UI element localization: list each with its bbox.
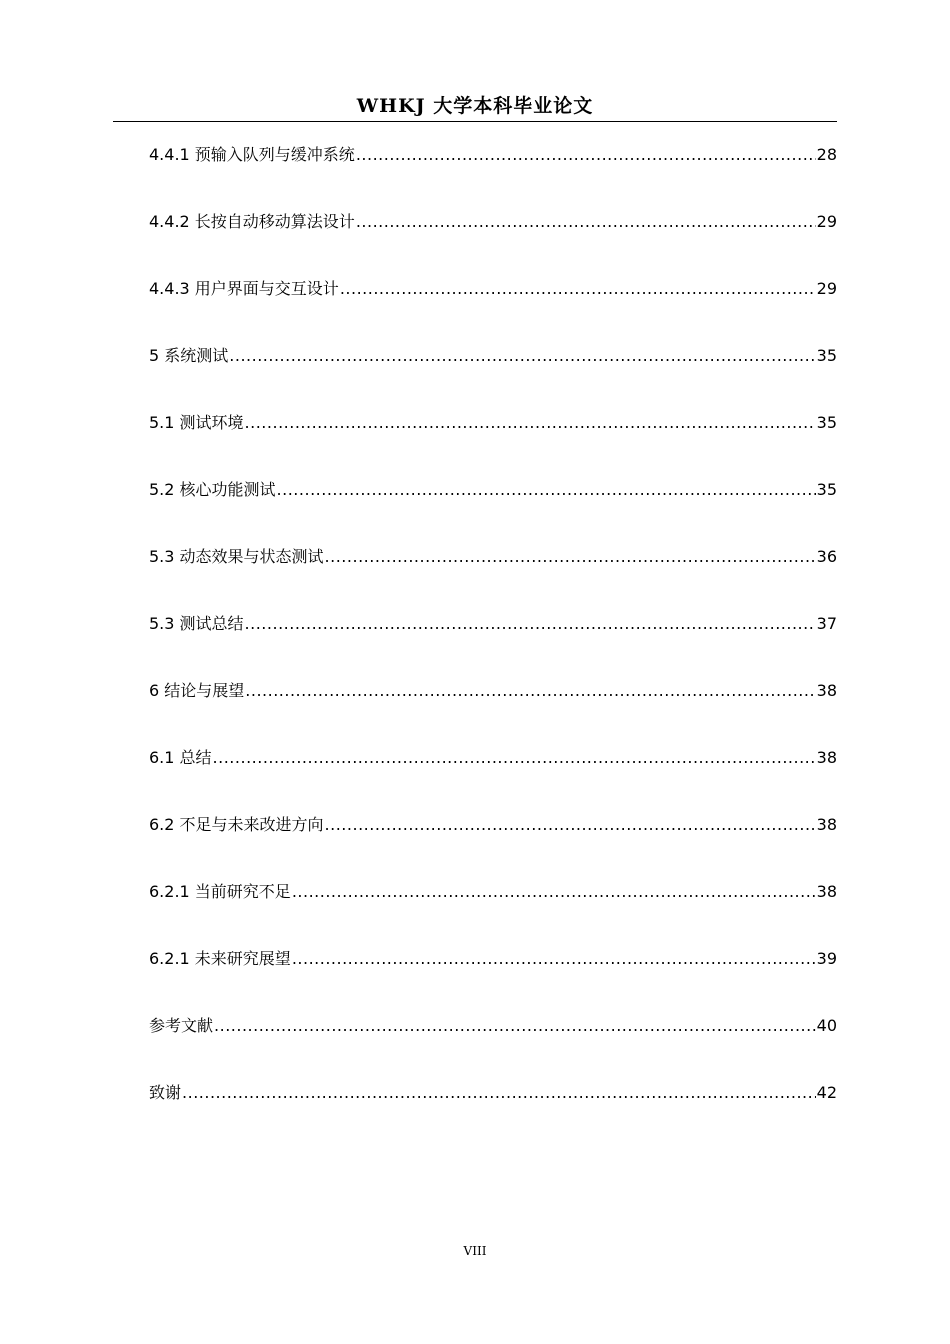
toc-dot-leader bbox=[245, 613, 816, 635]
toc-entry[interactable] bbox=[149, 1074, 837, 1104]
toc-entry[interactable] bbox=[149, 136, 837, 166]
toc-entry-label: 4.4.2 长按自动移动算法设计 bbox=[149, 212, 355, 231]
toc-dot-leader bbox=[292, 881, 816, 903]
toc-entry-page: 38 bbox=[816, 681, 837, 700]
toc-entry-label: 5.3 动态效果与状态测试 bbox=[149, 547, 324, 566]
toc-entry-page: 37 bbox=[816, 614, 837, 633]
toc-entry-label: 6 结论与展望 bbox=[149, 681, 245, 700]
toc-entry-page: 38 bbox=[816, 882, 837, 901]
toc-entry[interactable] bbox=[149, 873, 837, 903]
toc-entry-label: 5 系统测试 bbox=[149, 346, 229, 365]
toc-entry[interactable] bbox=[149, 270, 837, 300]
toc-dot-leader bbox=[245, 680, 815, 702]
toc-dot-leader bbox=[182, 1082, 816, 1104]
toc-entry[interactable] bbox=[149, 404, 837, 434]
toc-dot-leader bbox=[214, 1015, 816, 1037]
toc-entry-label: 5.2 核心功能测试 bbox=[149, 480, 276, 499]
toc-entry-page: 36 bbox=[816, 547, 837, 566]
toc-entry-label: 6.2 不足与未来改进方向 bbox=[149, 815, 324, 834]
header-title: WHKJ 大学本科毕业论文 bbox=[356, 95, 594, 117]
toc-entry-label: 5.3 测试总结 bbox=[149, 614, 244, 633]
toc-entry-label: 6.1 总结 bbox=[149, 748, 212, 767]
toc-entry-page: 28 bbox=[816, 145, 837, 164]
toc-entry-page: 35 bbox=[816, 413, 837, 432]
toc-entry-page: 35 bbox=[816, 346, 837, 365]
toc-dot-leader bbox=[340, 278, 816, 300]
toc-dot-leader bbox=[213, 747, 816, 769]
toc-entry[interactable] bbox=[149, 471, 837, 501]
toc-entry-page: 35 bbox=[816, 480, 837, 499]
toc-dot-leader bbox=[356, 211, 816, 233]
toc-entry-label: 6.2.1 当前研究不足 bbox=[149, 882, 291, 901]
toc-entry-page: 39 bbox=[816, 949, 837, 968]
page-footer bbox=[0, 1244, 950, 1258]
toc-entry-label: 6.2.1 未来研究展望 bbox=[149, 949, 291, 968]
page-header bbox=[113, 92, 837, 122]
toc-entry[interactable] bbox=[149, 1007, 837, 1037]
toc-dot-leader bbox=[229, 345, 815, 367]
toc-entry-label: 5.1 测试环境 bbox=[149, 413, 244, 432]
toc-entry[interactable] bbox=[149, 739, 837, 769]
toc-dot-leader bbox=[277, 479, 816, 501]
toc-entry[interactable] bbox=[149, 538, 837, 568]
toc-entry-label: 4.4.1 预输入队列与缓冲系统 bbox=[149, 145, 355, 164]
toc-entry-label: 4.4.3 用户界面与交互设计 bbox=[149, 279, 339, 298]
toc-entry-page: 29 bbox=[816, 279, 837, 298]
toc-dot-leader bbox=[325, 546, 816, 568]
toc-entry[interactable] bbox=[149, 605, 837, 635]
toc-entry-page: 38 bbox=[816, 815, 837, 834]
toc-dot-leader bbox=[245, 412, 816, 434]
toc-dot-leader bbox=[292, 948, 816, 970]
toc-entry-label: 参考文献 bbox=[149, 1016, 214, 1035]
page-number: VIII bbox=[463, 1244, 487, 1258]
toc-dot-leader bbox=[325, 814, 816, 836]
toc-entry-page: 40 bbox=[816, 1016, 837, 1035]
toc-entry-page: 29 bbox=[816, 212, 837, 231]
toc-entry-page: 38 bbox=[816, 748, 837, 767]
toc-entry[interactable] bbox=[149, 806, 837, 836]
toc-entry[interactable] bbox=[149, 672, 837, 702]
toc-entry[interactable] bbox=[149, 203, 837, 233]
toc-entry[interactable] bbox=[149, 940, 837, 970]
toc-entry[interactable] bbox=[149, 337, 837, 367]
toc-entry-page: 42 bbox=[816, 1083, 837, 1102]
toc-entry-label: 致谢 bbox=[149, 1083, 182, 1102]
toc-dot-leader bbox=[356, 144, 816, 166]
